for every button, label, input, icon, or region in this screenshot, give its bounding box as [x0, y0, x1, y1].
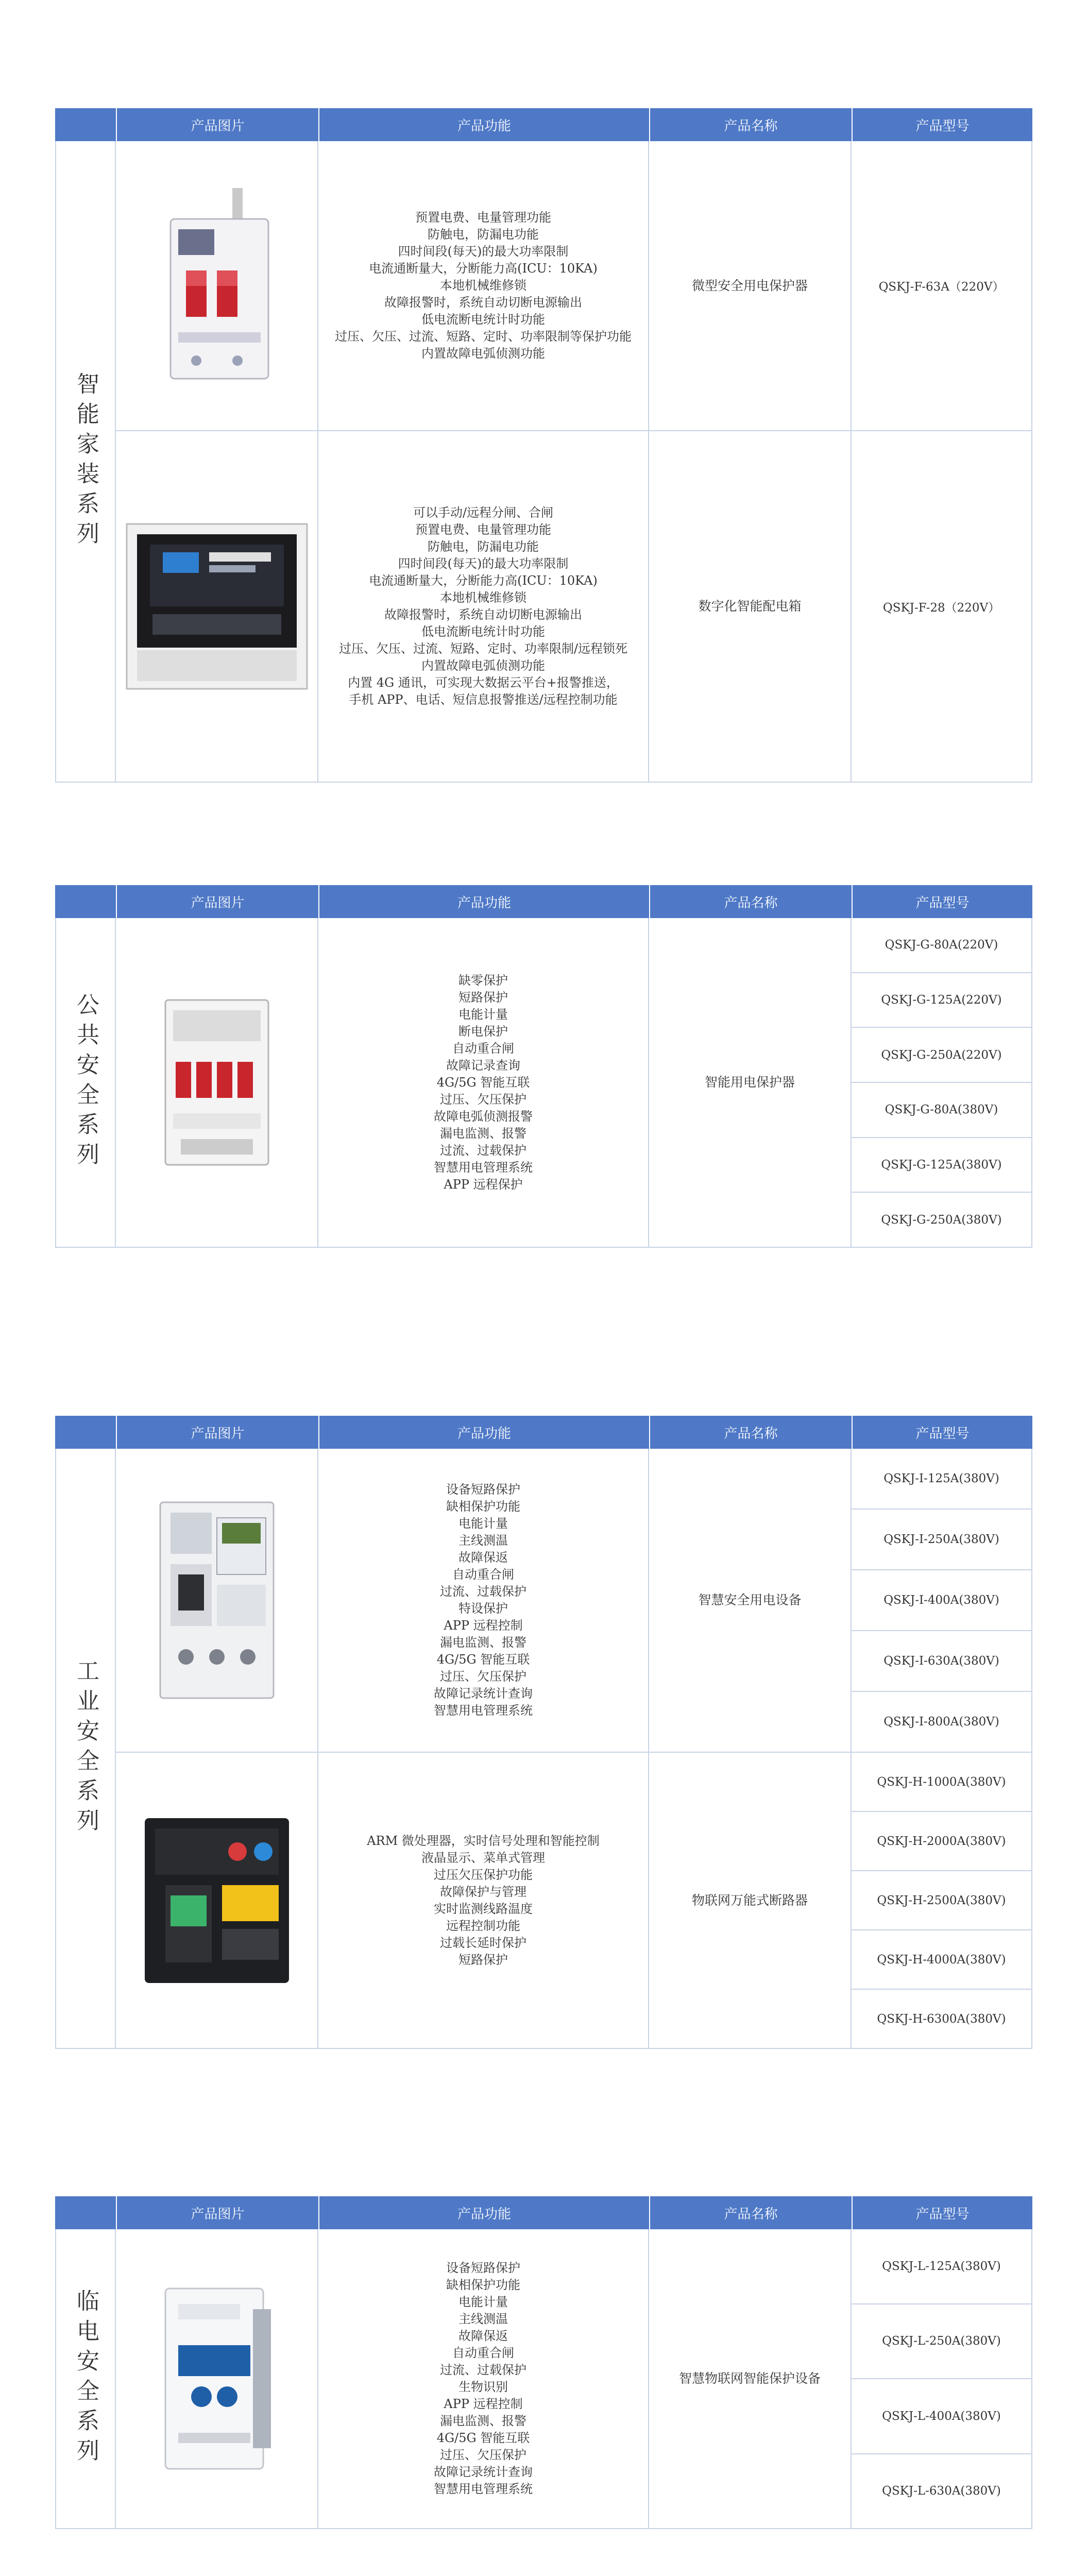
header-name: 产品名称	[650, 108, 853, 141]
header-model: 产品型号	[915, 118, 970, 134]
product-model: QSKJ-H-2000A(380V)	[852, 1812, 1031, 1871]
product-name: 智能用电保护器	[649, 918, 852, 1247]
product-model: QSKJ-G-250A(380V)	[881, 1213, 1002, 1227]
product-model: QSKJ-H-1000A(380V)	[852, 1753, 1031, 1812]
product-model: QSKJ-G-125A(380V)	[852, 1138, 1031, 1193]
product-model: QSKJ-G-80A(380V)	[852, 1083, 1031, 1138]
section-smart-home	[55, 108, 1032, 783]
product-model: QSKJ-L-400A(380V)	[852, 2379, 1031, 2454]
product-row	[116, 141, 1031, 431]
product-row	[116, 1753, 1031, 2048]
product-model: QSKJ-L-630A(380V)	[882, 2484, 1001, 2498]
product-name: 物联网万能式断路器	[649, 1753, 852, 2048]
product-model: QSKJ-H-2500A(380V)	[852, 1871, 1031, 1930]
distribution-box-icon	[122, 514, 312, 699]
section-industrial-safety	[55, 1416, 1032, 2049]
series-label: 临电安全系列	[56, 2229, 116, 2528]
product-model: QSKJ-F-63A（220V）	[878, 280, 1005, 294]
product-model: QSKJ-I-630A(380V)	[852, 1631, 1031, 1692]
breaker-icon	[150, 183, 284, 389]
function-list: 预置电费、电量管理功能 防触电，防漏电功能 四时间段(每天)的最大功率限制 电流通断量大，分断能力高(ICU：10KA) 本地机械维修锁 故障报警时，系统自动切断电源输出 低电流断电统计时功能 过压、欠压、过流、短路、定时、功率限制等保护功能 内置故障电弧侦测功能	[318, 141, 649, 430]
product-model: QSKJ-F-28（220V）	[882, 601, 1000, 615]
series-label: 公共安全系列	[56, 918, 116, 1247]
air-circuit-breaker-icon	[134, 1803, 299, 1998]
product-model: QSKJ-L-125A(380V)	[852, 2229, 1031, 2304]
function-list: 设备短路保护 缺相保护功能 电能计量 主线测温 故障保返 自动重合闸 过流、过载保护 生物识别 APP 远程控制 漏电监测、报警 4G/5G 智能互联 过压、欠压保护 故障记录统计查询 智慧用电管理系统	[318, 2229, 649, 2528]
product-name: 智慧安全用电设备	[649, 1449, 852, 1752]
product-model: QSKJ-H-4000A(380V)	[852, 1930, 1031, 1990]
function-list: 设备短路保护 缺相保护功能 电能计量 主线测温 故障保返 自动重合闸 过流、过载保护 特设保护 APP 远程控制 漏电监测、报警 4G/5G 智能互联 过压、欠压保护 故障记录统计查询 智慧用电管理系统	[318, 1449, 649, 1752]
product-row	[116, 1449, 1031, 1753]
header-function: 产品功能	[319, 108, 650, 141]
product-image-cell	[116, 141, 318, 430]
product-row	[116, 918, 1031, 1247]
product-model: QSKJ-I-800A(380V)	[883, 1715, 999, 1728]
product-model: QSKJ-L-250A(380V)	[852, 2304, 1031, 2380]
series-label: 智能家装系列	[56, 141, 116, 782]
product-model: QSKJ-G-80A(220V)	[852, 918, 1031, 973]
product-image-cell	[116, 2229, 318, 2528]
industrial-breaker-icon	[150, 1492, 284, 1708]
product-model: QSKJ-G-125A(220V)	[852, 973, 1031, 1028]
function-list: 缺零保护 短路保护 电能计量 断电保护 自动重合闸 故障记录查询 4G/5G 智能互联 过压、欠压保护 故障电弧侦测报警 漏电监测、报警 过流、过载保护 智慧用电管理系统 APP 远程保护	[318, 918, 649, 1247]
product-model: QSKJ-I-250A(380V)	[852, 1510, 1031, 1570]
table-header: 产品图片 产品功能 产品名称 产品型号	[55, 1416, 1032, 1449]
table-header: 产品图片 产品功能 产品名称 产品型号	[55, 2196, 1032, 2229]
product-row	[116, 2229, 1031, 2528]
product-name: 数字化智能配电箱	[649, 431, 852, 782]
section-temporary-power	[55, 2196, 1032, 2529]
product-model: QSKJ-G-250A(220V)	[852, 1028, 1031, 1083]
product-image-cell	[116, 1449, 318, 1752]
product-name: 微型安全用电保护器	[649, 141, 852, 430]
product-image-cell	[116, 918, 318, 1247]
function-list: ARM 微处理器，实时信号处理和智能控制 液晶显示、菜单式管理 过压欠压保护功能 故障保护与管理 实时监测线路温度 远程控制功能 过载长延时保护 短路保护	[318, 1753, 649, 2048]
product-model: QSKJ-I-125A(380V)	[852, 1449, 1031, 1510]
table-header	[55, 108, 1032, 141]
breaker-4p-icon	[160, 990, 274, 1175]
header-image: 产品图片	[117, 108, 319, 141]
product-model: QSKJ-H-6300A(380V)	[877, 2012, 1006, 2026]
function-list: 可以手动/远程分闸、合闸 预置电费、电量管理功能 防触电，防漏电功能 四时间段(每天)的最大功率限制 电流通断量大，分断能力高(ICU：10KA) 本地机械维修锁 故障报警时，系统自动切断电源输出 低电流断电统计时功能 过压、欠压、过流、短路、定时、功率限制/远程锁死 内置故障电弧侦测功能 内置 4G 通讯，可实现大数据云平台+报警推送， 手机 APP、电话、短信息报警推送/远程控制功能	[318, 431, 649, 782]
series-label: 工业安全系列	[56, 1449, 116, 2048]
table-header: 产品图片 产品功能 产品名称 产品型号	[55, 885, 1032, 918]
product-row	[116, 431, 1031, 782]
product-image-cell	[116, 431, 318, 782]
section-public-safety	[55, 885, 1032, 1248]
product-model: QSKJ-I-400A(380V)	[852, 1570, 1031, 1631]
product-image-cell	[116, 1753, 318, 2048]
product-name: 智慧物联网智能保护设备	[649, 2229, 852, 2528]
temporary-power-box-icon	[150, 2278, 284, 2479]
